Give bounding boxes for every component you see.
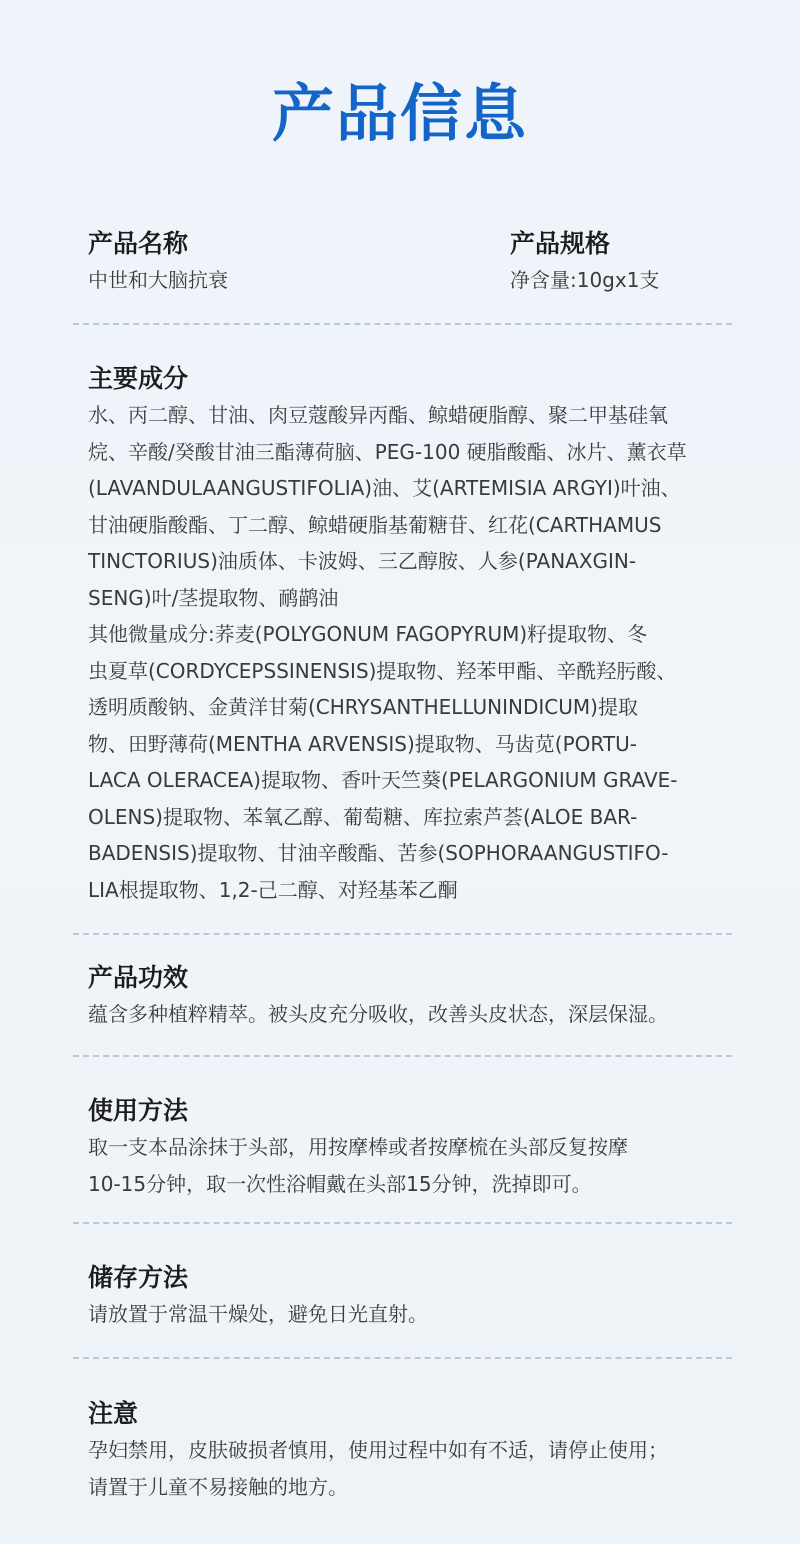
storage-text: 请放置于常温干燥处，避免日光直射。 (88, 1302, 428, 1326)
usage-section (88, 1093, 738, 1202)
ingredients-line: (LAVANDULAANGUSTIFOLIA)油、艾(ARTEMISIA ARGYI)叶油、 (88, 476, 681, 500)
usage-line: 取一支本品涂抹于头部，用按摩棒或者按摩梳在头部反复按摩 (88, 1135, 628, 1159)
section-divider (73, 323, 732, 325)
section-divider (73, 1055, 732, 1057)
usage-line: 10-15分钟，取一次性浴帽戴在头部15分钟，洗掉即可。 (88, 1171, 592, 1196)
storage-section (88, 1260, 738, 1333)
ingredients-line: TINCTORIUS)油质体、卡波姆、三乙醇胺、人参(PANAXGIN- (88, 549, 637, 573)
usage-label: 使用方法 (88, 1096, 189, 1125)
product-spec-block (510, 226, 659, 298)
efficacy-text: 蕴含多种植粹精萃。被头皮充分吸收，改善头皮状态，深层保湿。 (88, 1002, 668, 1026)
ingredients-line: 物、田野薄荷(MENTHA ARVENSIS)提取物、马齿苋(PORTU- (88, 731, 637, 756)
section-divider (73, 933, 732, 935)
ingredients-text (88, 397, 738, 908)
ingredients-section (88, 361, 738, 908)
caution-section (88, 1396, 738, 1505)
efficacy-label: 产品功效 (88, 963, 189, 992)
ingredients-line: 其他微量成分:荞麦(POLYGONUM FAGOPYRUM)籽提取物、冬 (88, 622, 648, 646)
ingredients-line: 烷、辛酸/癸酸甘油三酯薄荷脑、PEG-100 硬脂酸酯、冰片、薰衣草 (88, 439, 687, 464)
ingredients-line: OLENS)提取物、苯氧乙醇、葡萄糖、库拉索芦荟(ALOE BAR- (88, 804, 638, 829)
product-spec-value: 净含量:10gx1支 (510, 268, 660, 292)
ingredients-label: 主要成分 (88, 364, 189, 393)
product-spec-label: 产品规格 (510, 229, 611, 258)
ingredients-line: 透明质酸钠、金黄洋甘菊(CHRYSANTHELLUNINDICUM)提取 (88, 695, 638, 719)
ingredients-line: 甘油硬脂酸酯、丁二醇、鲸蜡硬脂基葡糖苷、红花(CARTHAMUS (88, 512, 662, 537)
caution-label: 注意 (88, 1399, 139, 1428)
product-basic-info (88, 226, 728, 306)
ingredients-line: 水、丙二醇、甘油、肉豆蔻酸异丙酯、鲸蜡硬脂醇、聚二甲基硅氧 (88, 403, 668, 427)
caution-line: 请置于儿童不易接触的地方。 (88, 1474, 348, 1499)
ingredients-line: LIA根提取物、1,2-己二醇、对羟基苯乙酮 (88, 877, 458, 902)
product-name-block (88, 226, 228, 298)
storage-label: 储存方法 (88, 1263, 189, 1292)
section-divider (73, 1222, 732, 1224)
ingredients-line: 虫夏草(CORDYCEPSSINENSIS)提取物、羟苯甲酯、辛酰羟肟酸、 (88, 658, 677, 683)
ingredients-line: SENG)叶/茎提取物、鸸鹋油 (88, 585, 339, 610)
product-name-value: 中世和大脑抗衰 (88, 268, 228, 292)
page-title: 产品信息 (271, 77, 528, 150)
section-divider (73, 1357, 732, 1359)
caution-line: 孕妇禁用，皮肤破损者慎用，使用过程中如有不适，请停止使用； (88, 1438, 668, 1462)
ingredients-line: BADENSIS)提取物、甘油辛酸酯、苦参(SOPHORAANGUSTIFO- (88, 841, 669, 865)
product-name-label: 产品名称 (88, 229, 189, 258)
ingredients-line: LACA OLERACEA)提取物、香叶天竺葵(PELARGONIUM GRAVE- (88, 768, 678, 792)
efficacy-section (88, 960, 738, 1033)
